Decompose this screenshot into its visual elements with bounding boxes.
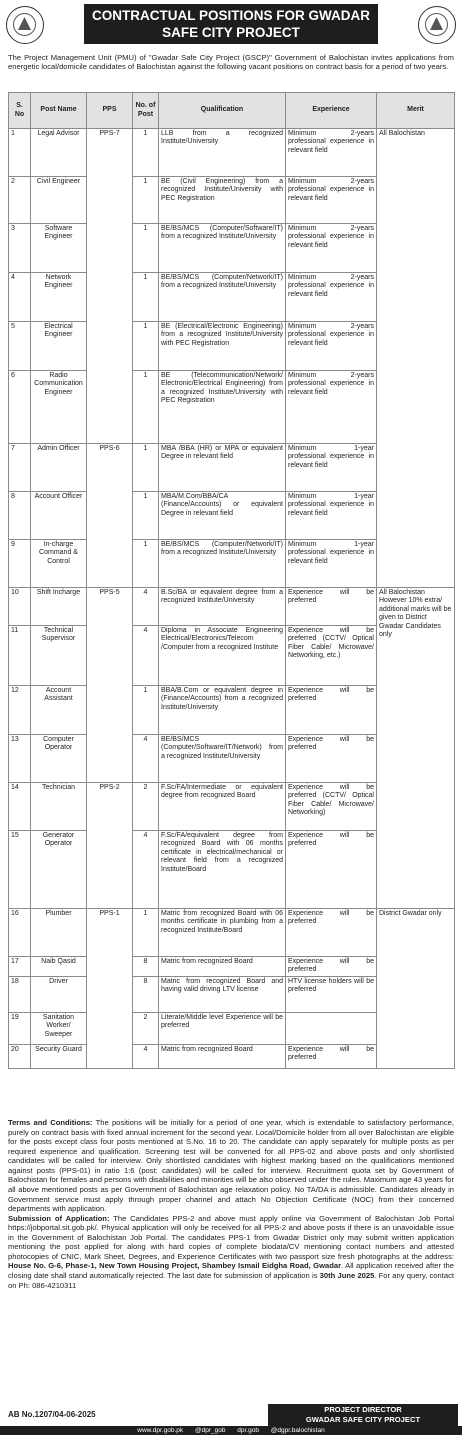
cell-sno: 17 — [9, 957, 31, 977]
submission-last-date: 30th June 2025 — [319, 1271, 375, 1280]
cell-qualification: Matric from recognized Board — [159, 957, 286, 977]
cell-count: 1 — [133, 177, 159, 224]
cell-sno: 5 — [9, 322, 31, 371]
cell-pps-group: PPS-2 — [87, 783, 133, 909]
submission-text-2: . All application received after the closing date shall stand automatically rejected. The last date for submission of application is — [8, 1261, 454, 1280]
cell-post: Generator Operator — [31, 831, 87, 909]
intro-paragraph: The Project Management Unit (PMU) of "Gwadar Safe City Project (GSCP)" Government of Balochistan invites applications from energetic local/domicile candidates of Balochistan against the following vacant positions on contract basis for a period of two years. — [8, 53, 454, 72]
cell-qualification: MBA/M.Com/BBA/CA (Finance/Accounts) or equivalent Degree in relevant field — [159, 492, 286, 540]
cell-post: Account Officer — [31, 492, 87, 540]
cell-sno: 9 — [9, 540, 31, 588]
cell-experience: Experience will be preferred — [286, 1045, 377, 1069]
table-header-row — [9, 93, 455, 129]
signatory-title: PROJECT DIRECTOR — [324, 1405, 402, 1414]
header-no-of-post: No. of Post — [133, 93, 159, 129]
government-emblem-logo — [6, 6, 44, 44]
cell-sno: 15 — [9, 831, 31, 909]
cell-experience: Minimum 2-years professional experience in relevant field — [286, 224, 377, 273]
cell-post: Technician — [31, 783, 87, 831]
cell-post: Naib Qasid — [31, 957, 87, 977]
submission-address: House No. G-6, Phase-1, New Town Housing Project, Shambey Ismail Eidgha Road, Gwadar — [8, 1261, 342, 1271]
cell-post: Technical Supervisor — [31, 626, 87, 686]
cell-qualification: F.Sc/FA/Intermediate or equivalent degree from recognized Board — [159, 783, 286, 831]
signatory-box — [268, 1404, 458, 1426]
header-post-name: Post Name — [31, 93, 87, 129]
cell-experience: Experience will be preferred — [286, 909, 377, 957]
cell-post: Computer Operator — [31, 735, 87, 783]
cell-merit-group: District Gwadar only — [377, 909, 455, 1069]
cell-pps-group: PPS-5 — [87, 588, 133, 783]
ad-title — [84, 4, 378, 44]
cell-qualification: BE/BS/MCS (Computer/Software/IT/Network) from a recognized Institute/University — [159, 735, 286, 783]
cell-experience: Minimum 2-years professional experience in relevant field — [286, 177, 377, 224]
cell-count: 1 — [133, 492, 159, 540]
cell-count: 1 — [133, 371, 159, 444]
cell-post: Admin Officer — [31, 444, 87, 492]
header-qualification: Qualification — [159, 93, 286, 129]
terms-section — [8, 1118, 454, 1290]
cell-sno: 4 — [9, 273, 31, 322]
cell-experience: Experience will be preferred — [286, 686, 377, 735]
cell-post: Legal Advisor — [31, 129, 87, 177]
cell-experience: Minimum 1-year professional experience in relevant field — [286, 444, 377, 492]
cell-post: Plumber — [31, 909, 87, 957]
submission-text-3: . For any query, contact on Ph: 086-4210311 — [8, 1271, 454, 1290]
cell-qualification: BE (Telecommunication/Network/ Electronic/Electrical Engineering) from a recognized Institute/University with PEC Registration — [159, 371, 286, 444]
cell-count: 1 — [133, 686, 159, 735]
cell-post: Civil Engineer — [31, 177, 87, 224]
cell-experience: Experience will be preferred — [286, 957, 377, 977]
submission-paragraph — [8, 1214, 454, 1291]
footer-instagram-handle[interactable]: @dgpr.balochistan — [270, 1427, 325, 1434]
cell-post: Account Assistant — [31, 686, 87, 735]
header-pps: PPS — [87, 93, 133, 129]
cell-sno: 16 — [9, 909, 31, 957]
cell-sno: 18 — [9, 977, 31, 1013]
cell-experience: Minimum 1-year professional experience in relevant field — [286, 540, 377, 588]
cell-qualification: BE (Civil Engineering) from a recognized Institute/University with PEC Registration — [159, 177, 286, 224]
cell-experience: Minimum 2-years professional experience in relevant field — [286, 129, 377, 177]
cell-experience: Experience will be preferred — [286, 831, 377, 909]
ad-title-line1: CONTRACTUAL POSITIONS FOR GWADAR — [92, 8, 370, 23]
cell-post: Radio Communication Engineer — [31, 371, 87, 444]
cell-post: Sanitation Worker/ Sweeper — [31, 1013, 87, 1045]
footer-bar — [0, 1426, 462, 1435]
cell-count: 4 — [133, 1045, 159, 1069]
cell-qualification: Matric from recognized Board — [159, 1045, 286, 1069]
cell-sno: 10 — [9, 588, 31, 626]
footer-facebook-handle[interactable]: dpr.gob — [237, 1427, 259, 1434]
cell-experience: Minimum 1-year professional experience in relevant field — [286, 492, 377, 540]
terms-heading: Terms and Conditions: — [8, 1118, 93, 1127]
cell-qualification: BE/BS/MCS (Computer/Software/IT) from a recognized Institute/University — [159, 224, 286, 273]
cell-post: Shift Incharge — [31, 588, 87, 626]
cell-experience: Experience will be preferred — [286, 588, 377, 626]
cell-experience: Minimum 2-years professional experience in relevant field — [286, 322, 377, 371]
cell-sno: 13 — [9, 735, 31, 783]
cell-experience: Experience will be preferred (CCTV/ Optical Fiber Cable/ Microwave/ Networking, etc.) — [286, 626, 377, 686]
cell-qualification: Matric from recognized Board with 06 months certificate in plumbing from a recognized Institute/Board — [159, 909, 286, 957]
cell-sno: 7 — [9, 444, 31, 492]
cell-qualification: BE (Electrical/Electronic Engineering) from a recognized Institute/University with PEC Registration — [159, 322, 286, 371]
cell-count: 1 — [133, 322, 159, 371]
table-row — [9, 588, 455, 626]
cell-count: 8 — [133, 957, 159, 977]
cell-sno: 2 — [9, 177, 31, 224]
cell-merit-group: All Balochistan However 10% extra/ additional marks will be given to District Gwadar Candidates only — [377, 588, 455, 909]
cell-count: 1 — [133, 273, 159, 322]
cell-qualification: BE/BS/MCS (Computer/Network/IT) from a recognized Institute/University — [159, 273, 286, 322]
cell-qualification: BBA/B.Com or equivalent degree in (Finance/Accounts) from a recognized Institute/University — [159, 686, 286, 735]
cell-merit-group: All Balochistan — [377, 129, 455, 588]
cell-sno: 1 — [9, 129, 31, 177]
submission-text: The Candidates PPS-2 and above must apply online via Government of Balochistan Job Portal https://jobportal.sit.gob.pk/. Physical application will only be received for all PPS-2 and above posts if there is an unavoidable issue in the Government of Balochistan Job Portal. The candidates PPS-1 from Gwadar District only may submit written application mentioning the post applied for along with hard copies of complete biodata/CV mentioning contact numbers and attested photocopies of CNIC, Mark Sheet, Degrees, and Experience Certificates with two passport size fresh photographs at the address: — [8, 1213, 455, 1261]
cell-count: 1 — [133, 444, 159, 492]
cell-count: 4 — [133, 626, 159, 686]
cell-sno: 20 — [9, 1045, 31, 1069]
cell-count: 8 — [133, 977, 159, 1013]
cell-post: Security Guard — [31, 1045, 87, 1069]
header-experience: Experience — [286, 93, 377, 129]
cell-post: Network Engineer — [31, 273, 87, 322]
cell-count: 1 — [133, 224, 159, 273]
terms-text: The positions will be initially for a period of one year, which is extendable to satisfactory performance, purely on contract basis with fixed annual increment for the second year. Local/Domicile holder from all over Balochistan are eligible for the posts except class four posts mentioned at S.No. 16 to 20. The candidate can apply separately for multiple posts as per required experience and qualification. Screening test will be convened for all PPS-02 and above posts and only shortlisted candidates will be called for interview. Only shortlisted candidates with highest marking based on the qualifications mentioned against posts (PPS-01) in ratio 1:6 (post: candidates) will be called for interview. Recruitment quota set by Government of Balochistan for females and persons with disabilities and minorities will be also observed under the rules. Maximum age 43 years for all above mentioned posts as per Government of Balochistan age relaxation policy. No TA/DA is admissible. Candidates already in Government service must apply through proper channel and attach No Objection Certificate (NOC) from their concerned departments with application. — [8, 1118, 454, 1214]
cell-count: 1 — [133, 540, 159, 588]
cell-experience — [286, 1013, 377, 1045]
submission-heading: Submission of Application: — [8, 1213, 110, 1223]
cell-pps-group: PPS-6 — [87, 444, 133, 588]
cell-post: Driver — [31, 977, 87, 1013]
table-row — [9, 909, 455, 957]
header — [0, 0, 462, 50]
cell-pps-group: PPS-7 — [87, 129, 133, 444]
cell-count: 2 — [133, 1013, 159, 1045]
cell-qualification: Matric from recognized Board and having valid driving LTV license — [159, 977, 286, 1013]
cell-qualification: Diploma in Associate Engineering Electrical/Electronics/Telecom /Computer from a recognized Institute — [159, 626, 286, 686]
cell-sno: 8 — [9, 492, 31, 540]
cell-count: 1 — [133, 129, 159, 177]
cell-count: 2 — [133, 783, 159, 831]
footer-twitter-handle[interactable]: @dpr_gob — [194, 1427, 226, 1434]
header-merit: Merit — [377, 93, 455, 129]
cell-experience: Minimum 2-years professional experience in relevant field — [286, 273, 377, 322]
positions-table — [8, 92, 455, 1069]
cell-qualification: BE/BS/MCS (Computer/Network/IT) from a recognized Institute/University — [159, 540, 286, 588]
cell-sno: 12 — [9, 686, 31, 735]
cell-pps-group: PPS-1 — [87, 909, 133, 1069]
cell-qualification: F.Sc/FA/equivalent degree from recognized Board with 06 months certificate in electrical/mechanical or relevant field from a recognized Institute/Board — [159, 831, 286, 909]
cell-post: In-charge Command & Control — [31, 540, 87, 588]
cell-count: 4 — [133, 588, 159, 626]
cell-count: 4 — [133, 831, 159, 909]
cell-sno: 6 — [9, 371, 31, 444]
cell-post: Electrical Engineer — [31, 322, 87, 371]
ad-number: AB No.1207/04-06-2025 — [8, 1410, 96, 1419]
cell-experience: Experience will be preferred (CCTV/ Optical Fiber Cable/ Microwave/ Networking) — [286, 783, 377, 831]
cell-sno: 11 — [9, 626, 31, 686]
cell-qualification: B.Sc/BA or equivalent degree from a recognized Institute/University — [159, 588, 286, 626]
footer-website-link[interactable]: www.dpr.gob.pk — [137, 1427, 184, 1434]
cell-qualification: LLB from a recognized Institute/University — [159, 129, 286, 177]
terms-paragraph — [8, 1118, 454, 1214]
cell-experience: HTV license holders will be preferred — [286, 977, 377, 1013]
cell-qualification: MBA /BBA (HR) or MPA or equivalent Degree in relevant field — [159, 444, 286, 492]
table-row — [9, 129, 455, 177]
cell-experience: Experience will be preferred — [286, 735, 377, 783]
cell-sno: 19 — [9, 1013, 31, 1045]
header-sno: S. No — [9, 93, 31, 129]
signatory-organization: GWADAR SAFE CITY PROJECT — [305, 1415, 421, 1424]
cell-sno: 3 — [9, 224, 31, 273]
cell-post: Software Engineer — [31, 224, 87, 273]
ad-title-line2: SAFE CITY PROJECT — [162, 25, 300, 40]
cell-sno: 14 — [9, 783, 31, 831]
cell-count: 4 — [133, 735, 159, 783]
cell-count: 1 — [133, 909, 159, 957]
cell-experience: Minimum 2-years professional experience in relevant field — [286, 371, 377, 444]
cell-qualification: Literate/Middle level Experience will be preferred — [159, 1013, 286, 1045]
safe-city-logo — [418, 6, 456, 44]
